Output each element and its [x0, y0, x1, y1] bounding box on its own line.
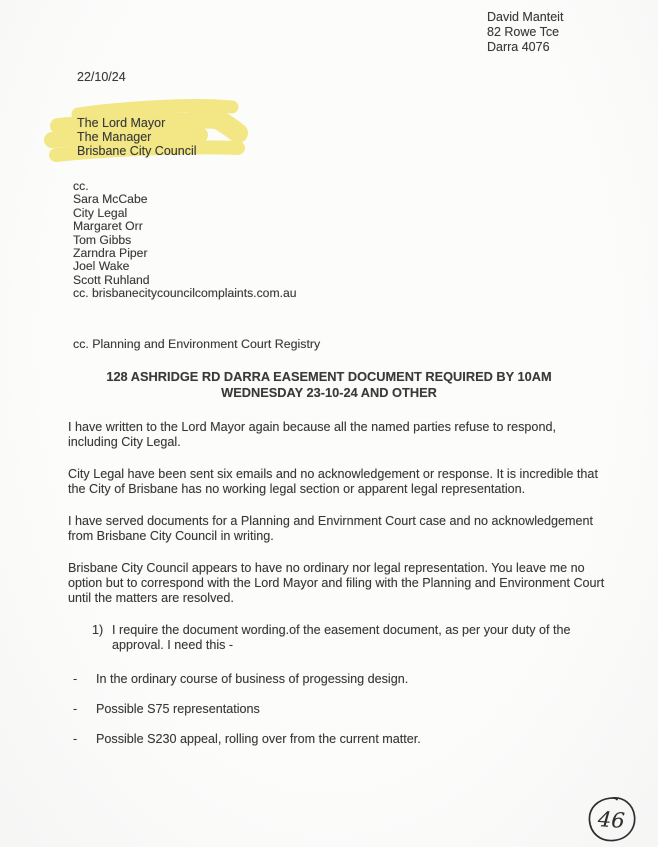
list-text: I require the document wording.of the easement document, as per your duty of the approval. I need this - — [112, 623, 571, 652]
dash-list-item — [73, 702, 608, 717]
cc-name: Scott Ruhland — [73, 272, 150, 287]
body-paragraph: I have served documents for a Planning and Envirnment Court case and no acknowledgement from Brisbane City Council in writing. — [68, 514, 594, 543]
cc-name: City Legal — [73, 205, 128, 220]
cc-list — [73, 180, 297, 301]
page-number-text: 46 — [597, 807, 626, 833]
sender-name: David Manteit — [487, 10, 564, 24]
numbered-list-item — [92, 623, 608, 653]
sender-street: 82 Rowe Tce — [487, 25, 560, 39]
cc-name: Sara McCabe — [73, 192, 148, 207]
list-text: Possible S75 representations — [96, 702, 260, 716]
subject-heading — [60, 369, 598, 401]
body-paragraph: City Legal have been sent six emails and no acknowledgement or response. It is incredible that the City of Brisbane has no working legal section or apparent legal representation. — [68, 467, 598, 496]
body-paragraph: Brisbane City Council appears to have no ordinary nor legal representation. You leave me no option but to correspond with the Lord Mayor and filing with the Planning and Environment Court until the matters are resolved. — [68, 561, 605, 605]
cc-email-line: cc. brisbanecitycouncilcomplaints.com.au — [73, 286, 297, 301]
dash-list-item — [73, 732, 608, 747]
subject-line-1: 128 ASHRIDGE RD DARRA EASEMENT DOCUMENT REQUIRED BY 10AM — [106, 369, 552, 384]
cc-name: Tom Gibbs — [73, 232, 132, 247]
dash-marker: - — [73, 672, 78, 686]
dash-marker: - — [73, 732, 78, 746]
recipient-line: The Manager — [77, 130, 152, 144]
page-number-circle — [586, 795, 638, 845]
cc-name: Zarndra Piper — [73, 246, 148, 261]
recipient-line: Brisbane City Council — [77, 144, 197, 158]
recipient-block — [77, 116, 197, 158]
letter-date: 22/10/24 — [77, 70, 126, 84]
cc-label: cc. — [73, 179, 89, 193]
list-text: In the ordinary course of business of progessing design. — [96, 672, 409, 686]
letter-body — [68, 420, 608, 762]
cc-name: Margaret Orr — [73, 219, 143, 234]
body-paragraph: I have written to the Lord Mayor again because all the named parties refuse to respond, including City Legal. — [68, 420, 556, 449]
list-number: 1) — [92, 623, 104, 637]
cc-registry-line: cc. Planning and Environment Court Registry — [73, 337, 321, 351]
list-text: Possible S230 appeal, rolling over from the current matter. — [96, 732, 421, 746]
dash-list-item — [73, 672, 608, 687]
sender-suburb: Darra 4076 — [487, 40, 550, 54]
cc-name: Joel Wake — [73, 259, 130, 274]
sender-address-block — [487, 10, 563, 55]
recipient-line: The Lord Mayor — [77, 116, 166, 130]
subject-line-2: WEDNESDAY 23-10-24 AND OTHER — [221, 385, 437, 400]
dash-marker: - — [73, 702, 78, 716]
